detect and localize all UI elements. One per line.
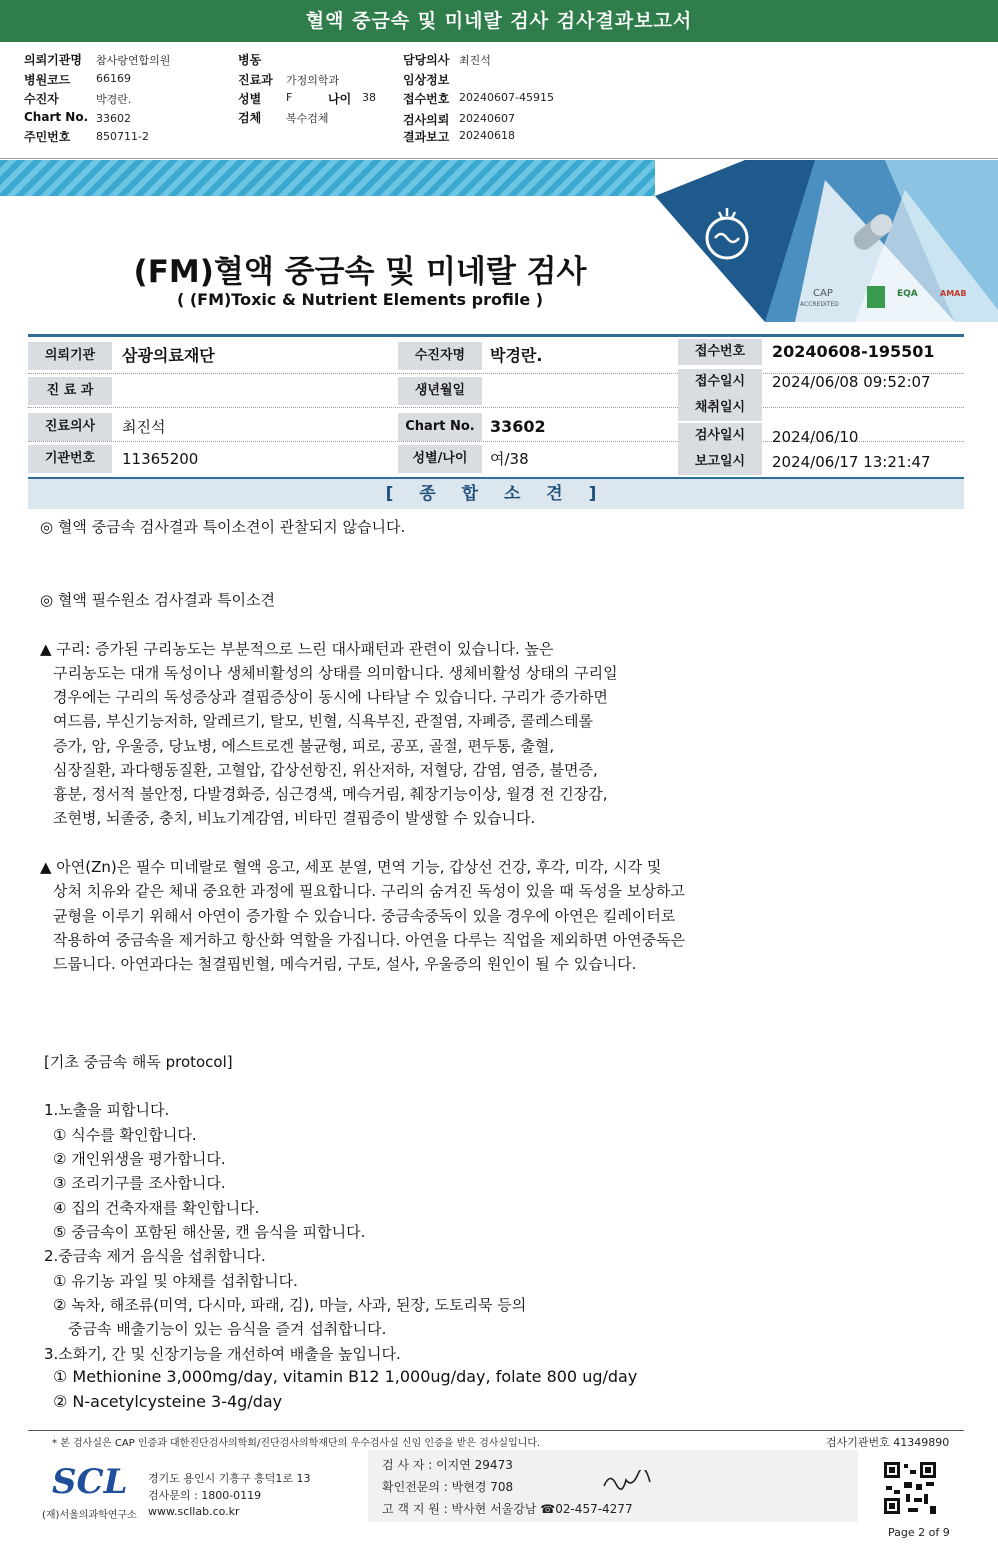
test-label: 검사일시 [678,423,762,449]
chart-label: Chart No. [398,413,482,441]
header-label: 담당의사 [403,53,450,67]
page-number: Page 2 of 9 [888,1526,950,1539]
protocol-item: ① Methionine 3,000mg/day, vitamin B12 1,000ug/day, folate 800 ug/day [53,1367,638,1386]
test-value: 2024/06/10 [772,428,859,446]
report-date-value: 2024/06/17 13:21:47 [772,453,931,471]
summary-essential-elements: ◎ 혈액 필수원소 검사결과 특이소견 [40,591,276,609]
protocol-item: ① 식수를 확인합니다. [53,1126,197,1144]
header-label: 임상정보 [403,73,450,87]
collect-label: 채취일시 [678,395,762,421]
header-value: F [286,91,293,104]
protocol-item: ② 녹차, 해조류(미역, 다시마, 파래, 김), 마늘, 사과, 된장, 도토리묵 등의 [53,1296,527,1314]
copper-line: 증가, 암, 우울증, 당뇨병, 에스트로겐 불균형, 피로, 공포, 골절, 편두통, 출혈, [53,737,555,755]
birth-label: 생년월일 [398,377,482,405]
amab-logo: AMAB [940,289,967,298]
summary-title: [ 종 합 소 견 ] [28,479,964,509]
doctor-value: 최진석 [122,418,166,436]
protocol-item: 1.노출을 피합니다. [44,1101,170,1119]
eqa-logo: EQA [897,289,918,299]
sexage-label: 성별/나이 [398,445,482,473]
cap-logo: CAP [813,288,833,299]
chart-value: 33602 [490,417,546,436]
header-label: 의뢰기관명 [24,53,82,67]
protocol-title: [기초 중금속 해독 protocol] [44,1053,233,1071]
zinc-line: 상처 치유와 같은 체내 중요한 과정에 필요합니다. 구리의 숨겨진 독성이 있을 때 독성을 보상하고 [53,882,685,900]
protocol-item: ④ 집의 건축자재를 확인합니다. [53,1199,260,1217]
doctor-signature [600,1470,654,1494]
zinc-line: 작용하여 중금속을 제거하고 항산화 역할을 가집니다. 아연을 다루는 직업을 제외하면 아연중독은 [53,931,686,949]
protocol-item: 2.중금속 제거 음식을 섭취합니다. [44,1247,266,1265]
header-label: 검사의뢰 [403,113,450,127]
scl-logo: SCL [52,1462,128,1502]
footer-divider [28,1430,964,1431]
header-label: 검체 [238,111,262,125]
customer-support: 고 객 지 원 : 박사현 서울강남 ☎02-457-4277 [382,1502,633,1516]
header-label: 결과보고 [403,130,450,144]
header-value: 복수검체 [286,112,329,125]
header-value: 38 [362,91,376,104]
copper-line: 경우에는 구리의 독성증상과 결핍증상이 동시에 나타날 수 있습니다. 구리가 증가하면 [53,688,608,706]
header-value: 20240607 [459,112,515,125]
header-value: 참사랑연합의원 [96,54,171,67]
copper-line: ▲ 구리: 증가된 구리농도는 부분적으로 느린 대사패턴과 관련이 있습니다. 높은 [40,640,554,658]
zinc-line: 균형을 이루기 위해서 아연이 증가할 수 있습니다. 중금속중독이 있을 경우에 아연은 킬레이터로 [53,907,676,925]
patient-label: 수진자명 [398,342,482,370]
copper-line: 조현병, 뇌졸중, 충치, 비뇨기계감염, 비타민 결핍증이 발생할 수 있습니다. [53,809,536,827]
protocol-item: 3.소화기, 간 및 신장기능을 개선하여 배출을 높입니다. [44,1345,401,1363]
header-value: 가정의학과 [286,74,340,87]
header-label: 수진자 [24,92,59,106]
header-label: Chart No. [24,110,89,124]
header-label: 접수번호 [403,92,450,106]
report-top-title: 혈액 중금속 및 미네랄 검사 검사결과보고서 [0,0,998,42]
header-value: 850711-2 [96,130,149,143]
protocol-item: ③ 조리기구를 조사합니다. [53,1174,226,1192]
header-label: 진료과 [238,73,273,87]
code-value: 11365200 [122,450,199,468]
patient-info-table [28,334,964,480]
report-date-label: 보고일시 [678,449,762,475]
report-subtitle: ( (FM)Toxic & Nutrient Elements profile ) [176,290,544,309]
report-title: (FM)혈액 중금속 및 미네랄 검사 [133,254,587,290]
protocol-item: ② N-acetylcysteine 3-4g/day [53,1392,283,1411]
institution-label: 의뢰기관 [28,342,112,370]
zinc-line: ▲ 아연(Zn)은 필수 미네랄로 혈액 응고, 세포 분열, 면역 기능, 갑상선 건강, 후각, 미각, 시각 및 [40,858,662,876]
recv-date-value: 2024/06/08 09:52:07 [772,373,931,391]
doctor-label: 진료의사 [28,413,112,441]
copper-line: 여드름, 부신기능저하, 알레르기, 탈모, 빈혈, 식욕부진, 관절염, 자폐증, 콜레스테롤 [53,712,593,730]
header-value: 20240618 [459,129,515,142]
sexage-value: 여/38 [490,450,529,468]
request-header [0,42,998,159]
copper-line: 구리농도는 대개 독성이나 생체비활성의 상태를 의미합니다. 생체비활성 상태의 구리일 [53,664,618,682]
zinc-line: 드뭅니다. 아연과다는 철결핍빈혈, 메슥거림, 구토, 설사, 우울증의 원인이 될 수 있습니다. [53,955,637,973]
header-value: 박경란. [96,93,132,106]
header-value: 33602 [96,112,131,125]
dept-label: 진 료 과 [28,377,112,405]
lab-number: 검사기관번호 41349890 [826,1436,950,1449]
footer-website[interactable]: www.scllab.co.kr [148,1505,240,1518]
header-label: 주민번호 [24,130,71,144]
code-label: 기관번호 [28,445,112,473]
summary-heavy-metals: ◎ 혈액 중금속 검사결과 특이소견이 관찰되지 않습니다. [40,518,406,536]
recv-no-value: 20240608-195501 [772,342,935,361]
recv-no-label: 접수번호 [678,339,762,365]
copper-line: 흉분, 정서적 불안정, 다발경화증, 심근경색, 메슥거림, 췌장기능이상, 월경 전 긴장감, [53,785,608,803]
header-label: 병원코드 [24,73,71,87]
qr-code-icon [882,1460,938,1516]
patient-value: 박경란. [490,346,543,365]
header-value: 최진석 [459,54,491,67]
protocol-item: ② 개인위생을 평가합니다. [53,1150,226,1168]
cap-sub: ACCREDITED [800,301,839,308]
header-value: 66169 [96,72,131,85]
header-value: 20240607-45915 [459,91,554,104]
recv-date-label: 접수일시 [678,369,762,395]
copper-line: 심장질환, 과다행동질환, 고혈압, 갑상선항진, 위산저하, 저혈당, 감염, 염증, 불면증, [53,761,598,779]
header-label: 병동 [238,53,262,67]
protocol-item: ⑤ 중금속이 포함된 해산물, 캔 음식을 피합니다. [53,1223,366,1241]
footer-inquiry: 검사문의 : 1800-0119 [148,1489,262,1502]
tester: 검 사 자 : 이지연 29473 [382,1458,513,1472]
scl-logo-sub: (재)서울의과학연구소 [42,1510,137,1521]
protocol-item: 중금속 배출기능이 있는 음식을 즐겨 섭취합니다. [68,1320,387,1338]
header-label: 나이 [328,92,352,106]
footer-note: * 본 검사실은 CAP 인증과 대한진단검사의학회/진단검사의학재단의 우수검사실 신임 인증을 받은 검사실입니다. [52,1438,541,1449]
header-label: 성별 [238,92,262,106]
confirming-doctor: 확인전문의 : 박현경 708 [382,1480,514,1494]
institution-value: 삼광의료재단 [122,346,215,365]
footer-address: 경기도 용인시 기흥구 흥덕1로 13 [148,1472,311,1485]
protocol-item: ① 유기농 과일 및 야채를 섭취합니다. [53,1272,298,1290]
